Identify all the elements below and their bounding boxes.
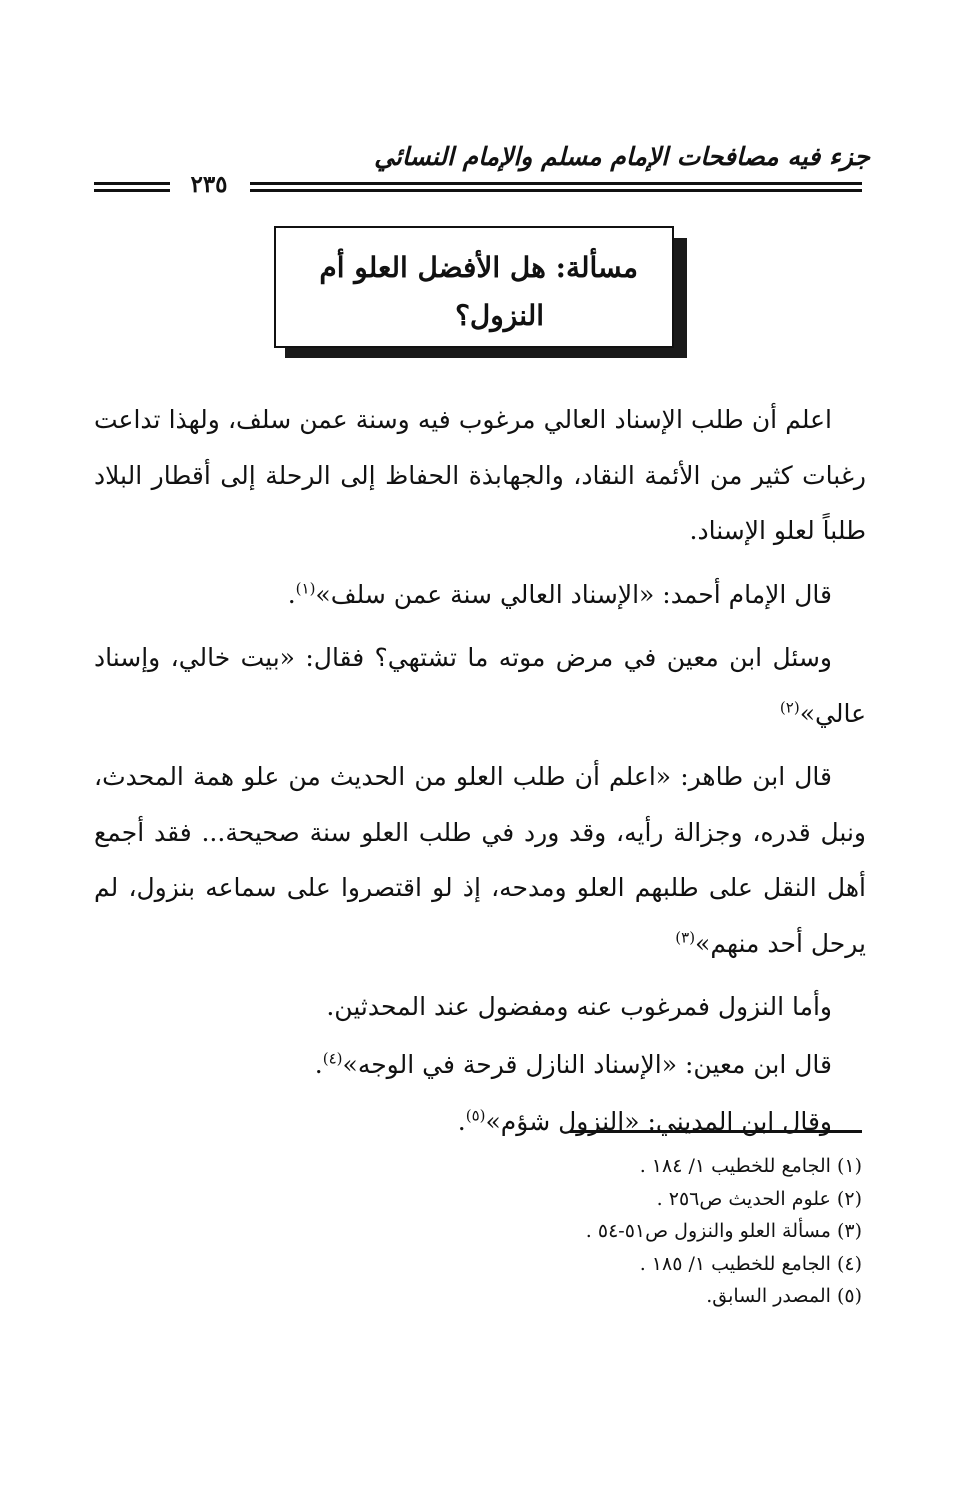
footnote: (٢) علوم الحديث ص٢٥٦ .: [656, 1187, 862, 1210]
section-heading-box: [274, 226, 674, 348]
footnotes: [400, 1150, 862, 1313]
paragraph: [94, 749, 866, 971]
paragraph: [94, 630, 866, 741]
page-number: ٢٣٥: [190, 171, 228, 198]
paragraph-end: .: [287, 579, 296, 609]
running-title: جزء فيه مصافحات الإمام مسلم والإمام النسائي: [374, 142, 870, 171]
footnote-ref: (٤): [322, 1049, 343, 1068]
paragraph: [94, 567, 866, 623]
footnote: (٥) المصدر السابق.: [706, 1285, 862, 1307]
paragraph-text: وأما النزول فمرغوب عنه ومفضول عند المحدثين.: [326, 992, 832, 1021]
footnote-ref: (٢): [779, 698, 800, 717]
paragraph-text: قال ابن معين: «الإسناد النازل قرحة في الوجه»: [342, 1049, 832, 1079]
header-double-rule-right: [250, 182, 862, 192]
footnote: (٤) الجامع للخطيب ١/ ١٨٥ .: [639, 1252, 862, 1275]
paragraph-text: وسئل ابن معين في مرض موته ما تشتهي؟ فقال: «بيت خالي، وإسناد عالي»: [94, 643, 866, 728]
paragraph-text: قال ابن طاهر: «اعلم أن طلب العلو من الحديث من علو همة المحدث، ونبل قدره، وجزالة رأيه، وقد ورد في طلب العلو سنة صحيحة... فقد أجمع أهل النقل على طلبهم العلو ومدحه، إذ لو اقتصروا على سماعه بنزول، لم يرحل أحد منهم»: [94, 762, 866, 958]
section-heading-line-2: النزول؟: [455, 299, 544, 332]
paragraph-end: .: [457, 1107, 466, 1136]
paragraph-text: اعلم أن طلب الإسناد العالي مرغوب فيه وسنة عمن سلف، ولهذا تداعت رغبات كثير من الأئمة النقاد، والجهابذة الحفاظ إلى الرحلة إلى أقطار البلاد طلباً لعلو الإسناد.: [94, 405, 866, 545]
footnote-ref: (١): [295, 579, 316, 598]
paragraph: [94, 979, 866, 1035]
footnote: (١) الجامع للخطيب ١/ ١٨٤ .: [639, 1155, 862, 1177]
body-text: [94, 392, 866, 1152]
footnote: (٣) مسألة العلو والنزول ص٥١-٥٤ .: [585, 1220, 862, 1242]
header-double-rule-left: [94, 182, 170, 192]
paragraph-text: وقال ابن المديني: «النزول شؤم»: [485, 1107, 832, 1136]
footnote-separator: [570, 1130, 862, 1133]
footnote-ref: (٣): [675, 928, 696, 947]
paragraph: [94, 1094, 866, 1150]
section-heading-line-1: مسألة: هل الأفضل العلو أم: [319, 251, 638, 284]
footnote-ref: (٥): [465, 1106, 486, 1125]
paragraph: [94, 1037, 866, 1093]
paragraph-end: .: [314, 1049, 323, 1079]
paragraph: [94, 392, 866, 559]
paragraph-text: قال الإمام أحمد: «الإسناد العالي سنة عمن سلف»: [315, 579, 832, 609]
